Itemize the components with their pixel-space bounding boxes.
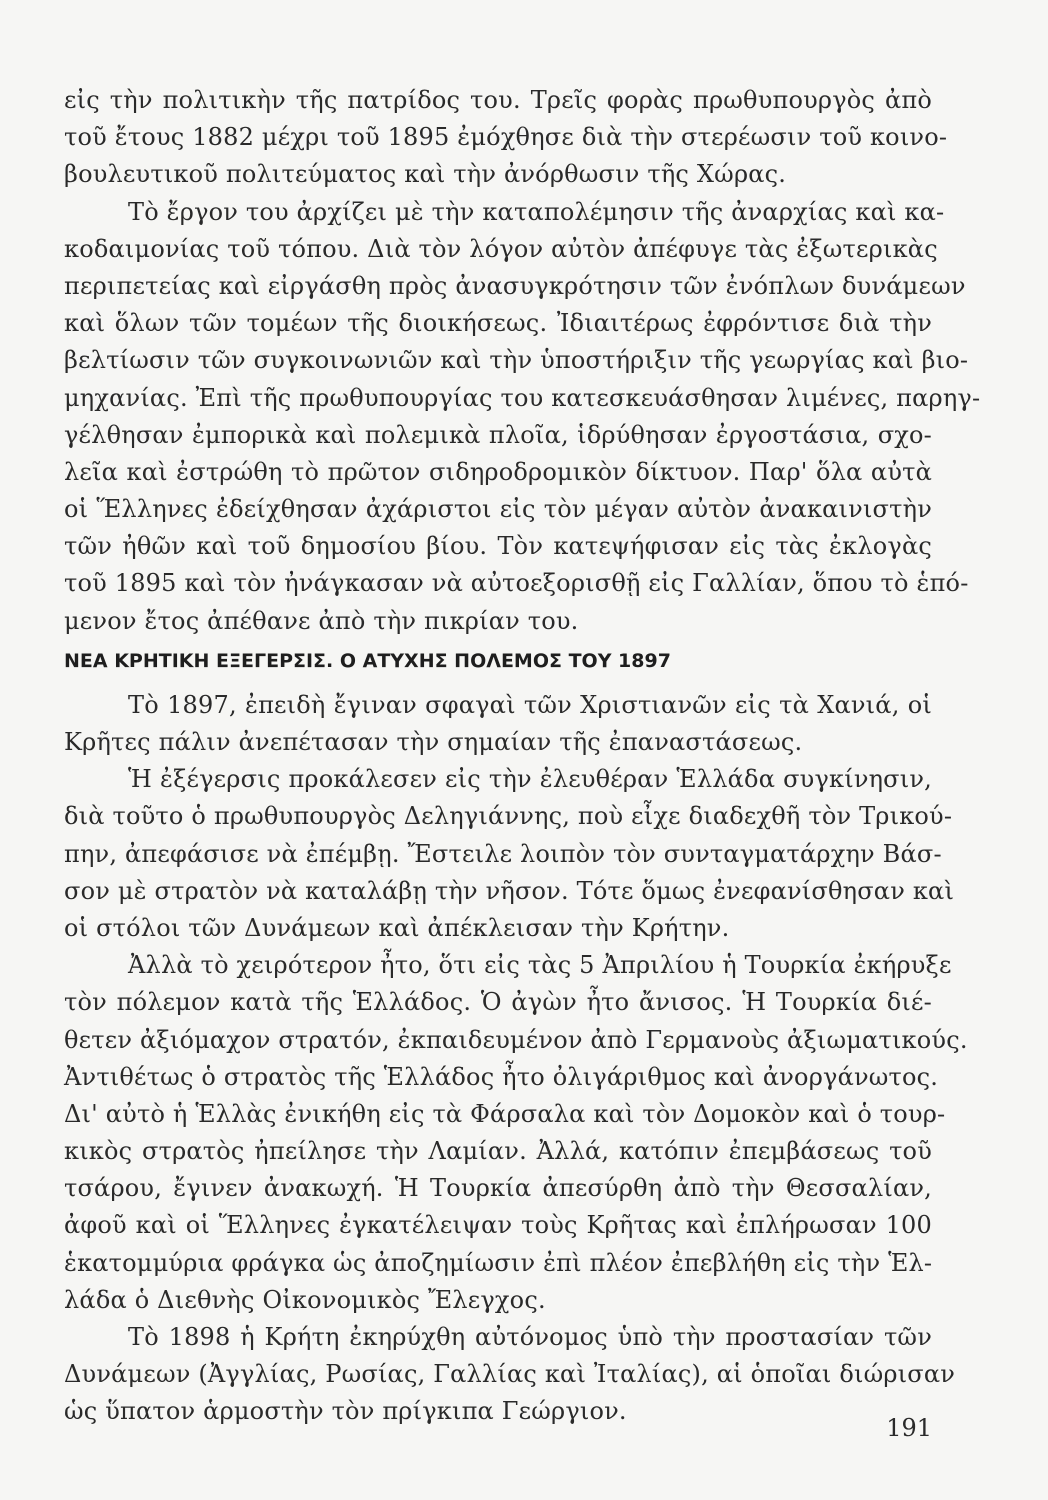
paragraph-trikoupis [64,82,981,640]
text-line: καὶ ὅλων τῶν τομέων τῆς διοικήσεως. Ἰδιαιτέρως ἐφρόντισε διὰ τὴν [64,309,932,338]
text-line: Κρῆτες πάλιν ἀνεπέτασαν τὴν σημαίαν τῆς ἐπαναστάσεως. [64,728,803,756]
text-line: τῶν ἠθῶν καὶ τοῦ δημοσίου βίου. Τὸν κατεψήφισαν εἰς τὰς ἐκλογὰς [64,532,932,561]
text-line: τσάρου, ἔγινεν ἀνακωχή. Ἡ Τουρκία ἀπεσύρθη ἀπὸ τὴν Θεσσαλίαν, [64,1174,932,1203]
text-line: κικὸς στρατὸς ἠπείλησε τὴν Λαμίαν. Ἀλλά, κατόπιν ἐπεμβάσεως τοῦ [64,1137,932,1166]
text-line: Τὸ ἔργον του ἀρχίζει μὲ τὴν καταπολέμησιν τῆς ἀναρχίας καὶ κα- [128,197,945,226]
text-line: λάδα ὁ Διεθνὴς Οἰκονομικὸς Ἔλεγχος. [64,1285,546,1314]
text-line: σον μὲ στρατὸν νὰ καταλάβῃ τὴν νῆσον. Τότε ὅμως ἐνεφανίσθησαν καὶ [64,876,955,905]
text-line: τὸν πόλεμον κατὰ τῆς Ἑλλάδος. Ὁ ἀγὼν ἦτο ἄνισος. Ἡ Τουρκία διέ- [64,988,932,1017]
text-line: μηχανίας. Ἐπὶ τῆς πρωθυπουργίας του κατεσκευάσθησαν λιμένες, παρηγ- [64,383,981,412]
text-line: Ἀλλὰ τὸ χειρότερον ἦτο, ὅτι εἰς τὰς 5 Ἀπριλίου ἡ Τουρκία ἐκήρυξε [128,951,952,980]
text-line: μενον ἔτος ἀπέθανε ἀπὸ τὴν πικρίαν του. [64,606,579,635]
text-line: Δυνάμεων (Ἀγγλίας, Ρωσίας, Γαλλίας καὶ Ἰταλίας), αἱ ὁποῖαι διώρισαν [64,1360,956,1389]
page-number: 191 [886,1414,932,1442]
text-line: διὰ τοῦτο ὁ πρωθυπουργὸς Δεληγιάννης, ποὺ εἶχε διαδεχθῆ τὸν Τρικού- [64,802,953,831]
text-line: Δι' αὐτὸ ἡ Ἑλλὰς ἐνικήθη εἰς τὰ Φάρσαλα καὶ τὸν Δομοκὸν καὶ ὁ τουρ- [64,1099,946,1128]
text-line: ὡς ὕπατον ἁρμοστὴν τὸν πρίγκιπα Γεώργιον. [64,1397,627,1426]
text-line: γέλθησαν ἐμπορικὰ καὶ πολεμικὰ πλοῖα, ἱδρύθησαν ἐργοστάσια, σχο- [64,420,932,449]
text-line: βελτίωσιν τῶν συγκοινωνιῶν καὶ τὴν ὑποστήριξιν τῆς γεωργίας καὶ βιο- [64,346,969,375]
text-line: Τὸ 1898 ἡ Κρήτη ἐκηρύχθη αὐτόνομος ὑπὸ τὴν προστασίαν τῶν [128,1323,932,1351]
text-line: θετεν ἀξιόμαχον στρατόν, ἐκπαιδευμένον ἀπὸ Γερμανοὺς ἀξιωματικούς. [64,1025,968,1054]
text-line: οἱ στόλοι τῶν Δυνάμεων καὶ ἀπέκλεισαν τὴν Κρήτην. [64,913,730,942]
text-line: Ἀντιθέτως ὁ στρατὸς τῆς Ἑλλάδος ἦτο ὀλιγάριθμος καὶ ἀνοργάνωτος. [64,1062,939,1091]
text-line: περιπετείας καὶ εἰργάσθη πρὸς ἀνασυγκρότησιν τῶν ἐνόπλων δυνάμεων [64,271,966,300]
text-line: ἀφοῦ καὶ οἱ Ἕλληνες ἐγκατέλειψαν τοὺς Κρῆτας καὶ ἐπλήρωσαν 100 [64,1211,932,1240]
page-text [64,82,981,1431]
text-line: κοδαιμονίας τοῦ τόπου. Διὰ τὸν λόγον αὐτὸν ἀπέφυγε τὰς ἐξωτερικὰς [64,234,938,263]
section-heading: ΝΕΑ ΚΡΗΤΙΚΗ ΕΞΕΓΕΡΣΙΣ. Ο ΑΤΥΧΗΣ ΠΟΛΕΜΟΣ ΤΟΥ 1897 [64,649,671,672]
text-line: βουλευτικοῦ πολιτεύματος καὶ τὴν ἀνόρθωσιν τῆς Χώρας. [64,160,787,189]
text-line: Τὸ 1897, ἐπειδὴ ἔγιναν σφαγαὶ τῶν Χριστιανῶν εἰς τὰ Χανιά, οἱ [128,690,932,719]
text-line: τοῦ ἔτους 1882 μέχρι τοῦ 1895 ἐμόχθησε διὰ τὴν στερέωσιν τοῦ κοινο- [64,123,948,152]
text-line: λεῖα καὶ ἐστρώθη τὸ πρῶτον σιδηροδρομικὸν δίκτυον. Παρ' ὅλα αὐτὰ [64,457,932,486]
text-line: ἑκατομμύρια φράγκα ὡς ἀποζημίωσιν ἐπὶ πλέον ἐπεβλήθη εἰς τὴν Ἑλ- [64,1248,933,1277]
text-line: Ἡ ἐξέγερσις προκάλεσεν εἰς τὴν ἐλευθέραν Ἑλλάδα συγκίνησιν, [128,765,932,794]
paragraph-1897-war [64,687,968,1431]
text-line: οἱ Ἕλληνες ἐδείχθησαν ἀχάριστοι εἰς τὸν μέγαν αὐτὸν ἀνακαινιστὴν [64,495,932,524]
text-line: πην, ἀπεφάσισε νὰ ἐπέμβῃ. Ἔστειλε λοιπὸν τὸν συνταγματάρχην Βάσ- [64,839,942,868]
text-line: τοῦ 1895 καὶ τὸν ἠνάγκασαν νὰ αὐτοεξορισθῇ εἰς Γαλλίαν, ὅπου τὸ ἑπό- [64,569,969,598]
text-line: εἰς τὴν πολιτικὴν τῆς πατρίδος του. Τρεῖς φορὰς πρωθυπουργὸς ἀπὸ [64,86,932,114]
